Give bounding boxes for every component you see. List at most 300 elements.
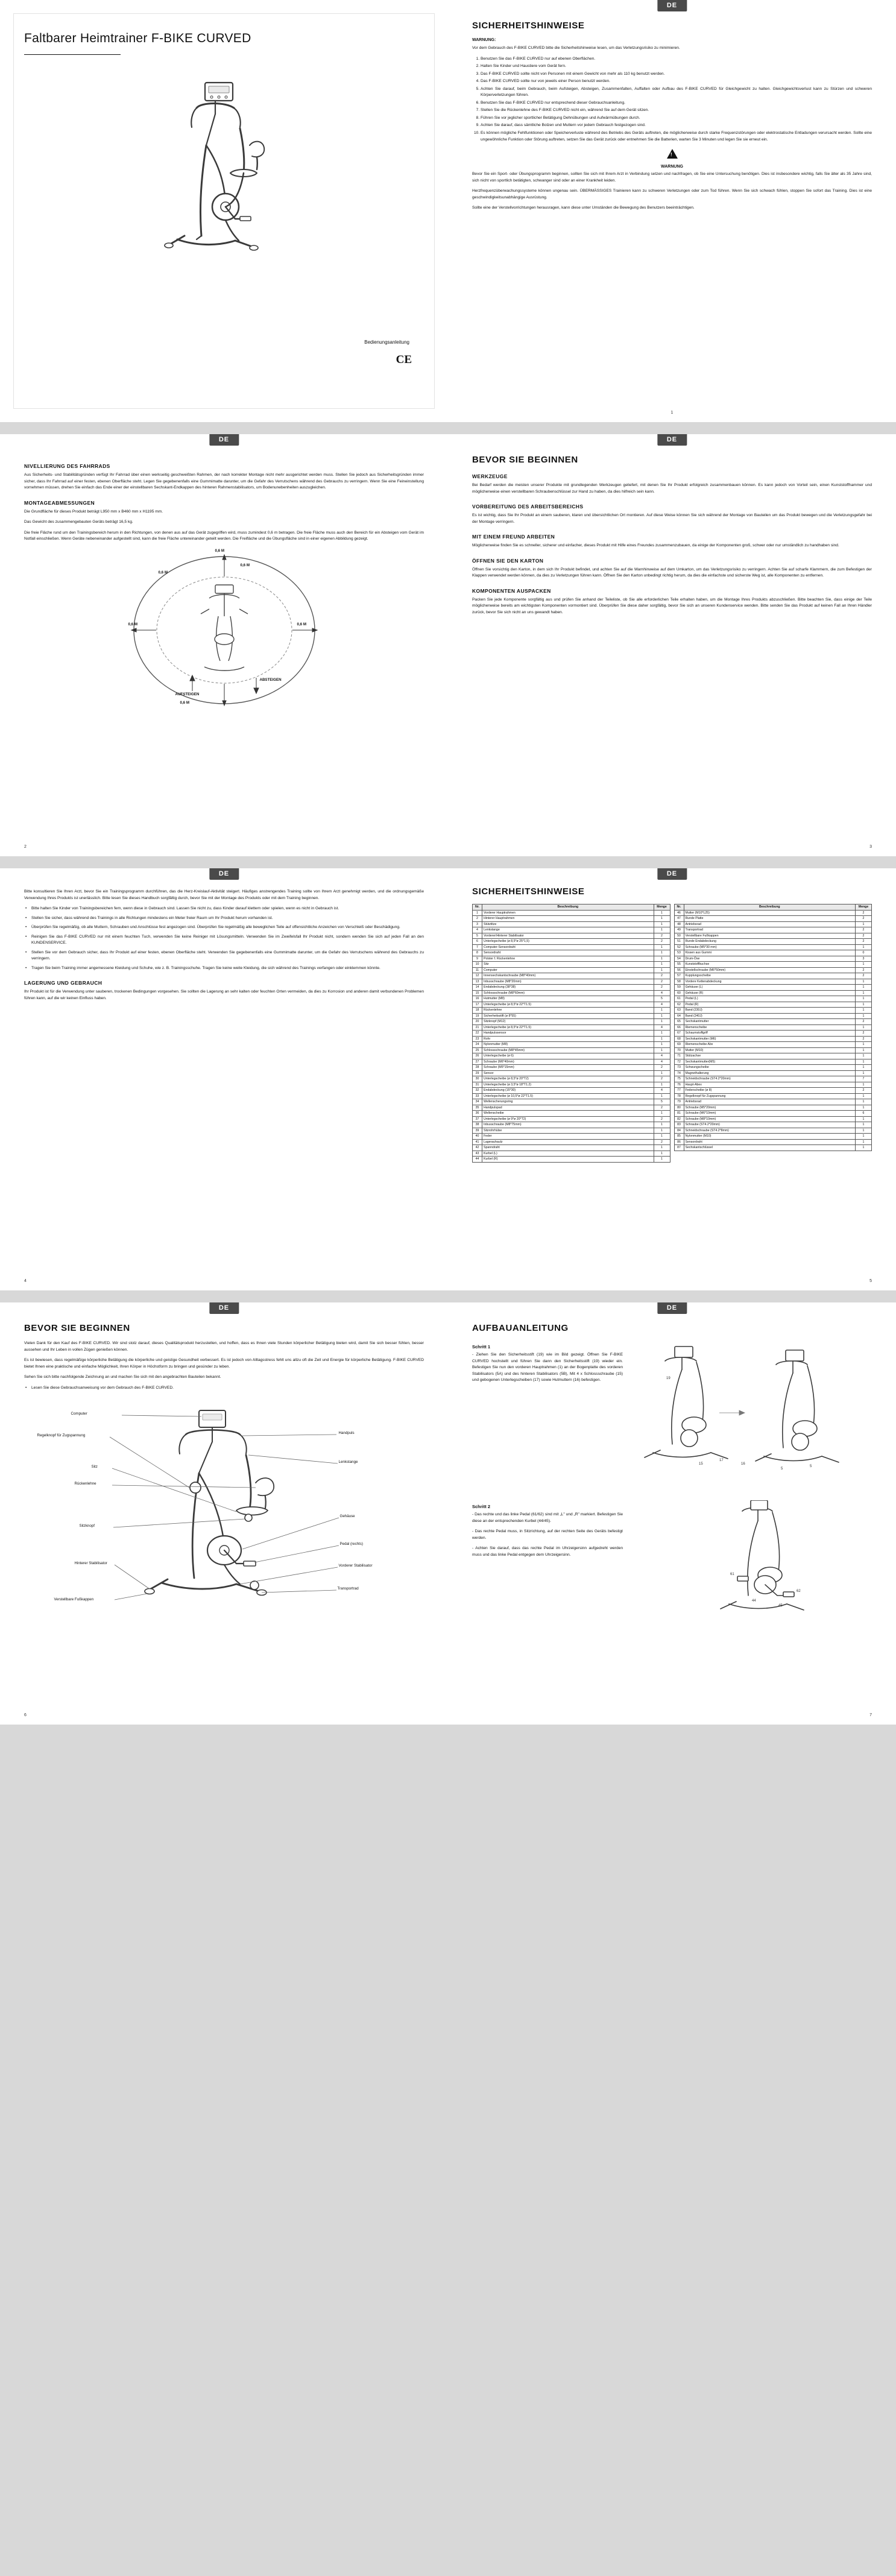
cell-description: Feder xyxy=(482,1134,654,1140)
svg-text:16: 16 xyxy=(741,1462,745,1466)
step1-title: Schritt 1 xyxy=(472,1344,491,1350)
cell-description: Vorderer Hauptrahmen xyxy=(482,910,654,916)
cell-quantity: 1 xyxy=(654,1082,670,1088)
cell-quantity: 2 xyxy=(856,933,872,939)
cell-nr: 53 xyxy=(674,950,684,956)
list-item: • Stellen Sie sicher, dass während des Trainings in alle Richtungen mindestens ein Meter freier Raum um Ihr Produkt herum vorhanden ist. xyxy=(31,915,424,922)
cell-description: Riemenscheibe Abx xyxy=(684,1042,856,1048)
page-number: 1 xyxy=(670,411,674,415)
spread-4 xyxy=(0,1302,896,1725)
col-header-qty: Menge xyxy=(654,904,670,911)
table-row xyxy=(674,1076,872,1082)
list-item: 10. Es können mögliche Fehlfunktionen oder Speicherverluste während des Betriebs des Geräts auftreten, die möglicherweise durch starke Frequenzstörungen oder elektrostatische Entladungen verursacht werden. Sollte eine ungewöhnliche Funktion oder Störung auftreten, setzen Sie das Gerät zurück oder entnehmen Sie die Batterien, warten Sie 3 Minuten und legen Sie sie erneut ein. xyxy=(481,130,872,143)
cell-quantity: 1 xyxy=(856,1065,872,1071)
cell-nr: 50 xyxy=(674,933,684,939)
cell-nr: 25 xyxy=(473,1047,482,1053)
parts-overview-svg xyxy=(37,1397,411,1614)
svg-text:5: 5 xyxy=(810,1465,812,1468)
col-header-desc: Beschreibung xyxy=(482,904,654,911)
list-item: 6. Benutzen Sie das F-BIKE CURVED nur entsprechend dieser Gebrauchsanleitung. xyxy=(481,100,872,107)
cell-nr: 20 xyxy=(473,1019,482,1025)
cell-nr: 81 xyxy=(674,1111,684,1117)
cell-nr: 49 xyxy=(674,927,684,933)
para-vorbereitung: Es ist wichtig, dass Sie Ihr Produkt an einem sauberen, klaren und übersichtlichen Ort montieren. Auf diese Weise können Sie sich während der Montage von Bauteilen um das Produkt bewegen und die Verletzungsgefahr bei der Montage verringern. xyxy=(472,513,872,524)
cell-nr: 84 xyxy=(674,1128,684,1134)
page-cover xyxy=(0,0,448,422)
cell-description: Nylonmutter (M10) xyxy=(684,1134,856,1140)
cell-quantity: 2 xyxy=(856,916,872,922)
cell-quantity: 1 xyxy=(654,1151,670,1157)
dim-bottom-label: 0,6 M xyxy=(180,700,189,705)
svg-text:62: 62 xyxy=(797,1589,801,1593)
cell-quantity: 1 xyxy=(654,916,670,922)
cell-nr: 74 xyxy=(674,1070,684,1076)
cell-nr: 46 xyxy=(674,910,684,916)
cell-description: Mutter (M10) xyxy=(684,1047,856,1053)
cell-description: Vorderer/Hinterer Stabilisator xyxy=(482,933,654,939)
cell-description: Schraube (M5*20mm) xyxy=(684,1105,856,1111)
cell-description: Stützachse xyxy=(684,1053,856,1059)
cell-quantity: 1 xyxy=(856,1042,872,1048)
cell-nr: 13 xyxy=(473,979,482,985)
warning2-label: WARNUNG xyxy=(661,165,683,169)
cell-quantity: 2 xyxy=(856,973,872,979)
cell-quantity: 2 xyxy=(654,979,670,985)
cell-quantity: 2 xyxy=(856,1019,872,1025)
cell-nr: 32 xyxy=(473,1088,482,1094)
table-row xyxy=(473,990,670,996)
cell-description: Sensordraht xyxy=(482,950,654,956)
step2-text1: - Das rechte und das linke Pedal (61/62) sind mit „L" und „R" markiert. Befestigen Sie diese an der entsprechenden Kurbel (44/45). xyxy=(472,1512,623,1523)
table-row xyxy=(473,1157,670,1163)
cell-nr: 82 xyxy=(674,1116,684,1122)
cell-description: Gehäuse (R) xyxy=(684,990,856,996)
cell-description: Gehäuse (L) xyxy=(684,985,856,991)
cell-nr: 33 xyxy=(473,1093,482,1099)
table-row xyxy=(674,1099,872,1105)
table-row xyxy=(473,1093,670,1099)
cell-quantity: 1 xyxy=(856,1008,872,1014)
cell-description: Unterlegscheibe (ø 8,5*ø 22*T1.5) xyxy=(482,1002,654,1008)
cell-nr: 40 xyxy=(473,1134,482,1140)
cell-nr: 27 xyxy=(473,1059,482,1065)
cell-quantity: 4 xyxy=(654,1059,670,1065)
table-row xyxy=(473,921,670,927)
cell-nr: 24 xyxy=(473,1042,482,1048)
cell-quantity: 2 xyxy=(856,910,872,916)
cell-description: Sitzrohrhülse xyxy=(482,1128,654,1134)
heading-vorbereitung: VORBEREITUNG DES ARBEITSBEREICHS xyxy=(472,504,584,510)
cell-nr: 68 xyxy=(674,1036,684,1042)
cell-description: Sechskantmutter (M6) xyxy=(684,1036,856,1042)
table-row xyxy=(473,1059,670,1065)
cell-quantity: 2 xyxy=(654,933,670,939)
table-row xyxy=(674,910,872,916)
cell-quantity: 2 xyxy=(654,939,670,945)
cell-description: Sensordraht xyxy=(684,1139,856,1145)
cell-description: Computer xyxy=(482,967,654,973)
cell-description: Transportrad xyxy=(684,927,856,933)
page6-para1: Vielen Dank für den Kauf des F-BIKE CURVED. Wir sind stolz darauf, dieses Qualitätsprodukt herzustellen, und hoffen, dass es Ihnen viele Stunden körperlicher Betätigung bieten wird, damit Sie sich besser fühlen, besser aussehen und Ihr Leben in vollen Zügen genießen können. xyxy=(24,1341,424,1352)
cell-quantity: 1 xyxy=(856,1024,872,1031)
cell-nr: 17 xyxy=(473,1002,482,1008)
cell-description: Unterlegscheibe (ø 8,5*ø 25*1,5) xyxy=(482,939,654,945)
cell-description: Sicherheitsstift (ø 8*55) xyxy=(482,1013,654,1019)
cell-nr: 87 xyxy=(674,1145,684,1151)
table-row xyxy=(674,1036,872,1042)
spread-cover xyxy=(0,0,896,422)
table-row xyxy=(674,916,872,922)
page-number: 6 xyxy=(24,1713,27,1717)
cell-description: Sitz xyxy=(482,962,654,968)
cell-quantity: 1 xyxy=(856,996,872,1002)
cell-quantity: 2 xyxy=(856,1031,872,1037)
cell-nr: 29 xyxy=(473,1070,482,1076)
table-row xyxy=(473,1047,670,1053)
page6-para2: Es ist bewiesen, dass regelmäßige körperliche Betätigung die körperliche und geistige Gesundheit verbessert. Es ist jedoch von Alltagsstress fehlt uns allzu oft die Zeit und Energie für körperliche Betätigung. F-BIKE CURVED bietet Ihnen eine praktische und einfache Möglichkeit, Ihren Körper in Höchstform zu bringen und gesünder zu leben. xyxy=(24,1358,424,1369)
cell-nr: 77 xyxy=(674,1088,684,1094)
table-row xyxy=(473,939,670,945)
label-sitz: Sitz xyxy=(91,1465,98,1470)
cell-description: Band (230J) xyxy=(684,1008,856,1014)
cell-quantity: 1 xyxy=(856,1082,872,1088)
cell-nr: 8 xyxy=(473,950,482,956)
cell-nr: 54 xyxy=(674,956,684,962)
cell-description: Sechskantmutter(M5) xyxy=(684,1059,856,1065)
cell-nr: 43 xyxy=(473,1151,482,1157)
list-item: • Lesen Sie diese Gebrauchsanweisung vor dem Gebrauch des F-BIKE CURVED. xyxy=(31,1385,424,1392)
heading-werkzeuge: WERKZEUGE xyxy=(472,473,508,479)
table-row xyxy=(473,1019,670,1025)
para-komponenten: Packen Sie jede Komponente sorgfältig aus und prüfen Sie anhand der Teileliste, ob Sie alle erforderlichen Teile erhalten haben, um die Montage Ihres Produkts abzuschließen. Bitte beachten Sie, dass einige der Teile möglicherweise bereits am wichtigsten Komponenten vormontiert sind. Überprüfen Sie diese daher sorgfältig, bevor Sie sich an unseren Kundenservice wenden. Bitte senden Sie das Produkt auf keinen Fall an Ihren Händler zurück, bevor Sie sich nicht an uns gewandt haben. xyxy=(472,597,872,614)
col-header-nr: Nr. xyxy=(473,904,482,911)
language-tab: DE xyxy=(209,1302,239,1314)
cell-description: Schwungscheibe xyxy=(684,1065,856,1071)
cell-quantity: 2 xyxy=(654,1139,670,1145)
label-vorderer-stabilisator: Vorderer Stabilisator xyxy=(338,1564,373,1568)
cell-nr: 71 xyxy=(674,1053,684,1059)
cell-quantity: 4 xyxy=(654,1024,670,1031)
manual-label: Bedienungsanleitung xyxy=(364,339,409,345)
cell-description: Sechskantmutter xyxy=(684,1019,856,1025)
table-row xyxy=(473,962,670,968)
list-item: • Tragen Sie beim Training immer angemessene Kleidung und Schuhe, wie z. B. Trainingsschuhe. Tragen Sie keine weite Kleidung, die sich während des Trainings verfangen oder einklemmen könnte. xyxy=(31,965,424,972)
svg-text:45: 45 xyxy=(778,1604,783,1608)
table-row xyxy=(674,1053,872,1059)
table-row xyxy=(674,956,872,962)
svg-text:17: 17 xyxy=(719,1459,724,1462)
para-nivellierung: Aus Sicherheits- und Stabilitätsgründen verfügt Ihr Fahrrad über einen werkseitig geschweißten Rahmen, der nach korrekter Montage nicht mehr ausgerichtet werden muss. Stellen Sie jedoch aus Sicherheitsgründen immer sicher, dass Ihr Fahrrad auf einer festen, ebenen Oberfläche steht. Legen Sie gegebenenfalls eine Gummimatte darunter, um die Gefahr des Verrutschens während des Gebrauchs zu verringern. Wenn Sie eine Feineinstellung vornehmen müssen, drehen Sie einfach das Ende einer der einstellbaren Sechskant-Endkappen des hinteren Rahmenstabilisators, um Bodenunebenheiten auszugleichen. xyxy=(24,473,424,490)
cell-description: Handpulssensor xyxy=(482,1031,654,1037)
para-mass-1: Die Grundfläche für dieses Produkt beträgt L950 mm x B460 mm x H1195 mm. xyxy=(24,509,163,514)
warning-triangle-icon xyxy=(667,149,678,159)
cell-quantity: 4 xyxy=(654,1002,670,1008)
cell-description: Regelknopf für Zugspannung xyxy=(684,1093,856,1099)
cell-nr: 30 xyxy=(473,1076,482,1082)
cell-nr: 14 xyxy=(473,985,482,991)
cell-nr: 4 xyxy=(473,927,482,933)
cell-nr: 80 xyxy=(674,1105,684,1111)
page7-heading: AUFBAUANLEITUNG xyxy=(472,1323,569,1333)
cell-nr: 62 xyxy=(674,1002,684,1008)
cell-quantity: 1 xyxy=(856,1139,872,1145)
svg-text:19: 19 xyxy=(666,1377,670,1380)
table-row xyxy=(674,1116,872,1122)
cell-description: Mutter (M10*L25) xyxy=(684,910,856,916)
list-item: 8. Führen Sie vor jeglicher sportlicher Betätigung Dehnübungen und Aufwärmübungen durch. xyxy=(481,115,872,122)
cell-description: Schraube (M5*30 mm) xyxy=(684,944,856,950)
table-row xyxy=(473,1002,670,1008)
cell-description: Einstellschraube (M6*50mm) xyxy=(684,967,856,973)
table-row xyxy=(674,1013,872,1019)
table-row xyxy=(473,950,670,956)
dim-inner-tl-label: 0,6 M xyxy=(240,563,250,567)
cell-description: Hutmutter (M8) xyxy=(482,996,654,1002)
label-sitzknopf: Sitzknopf xyxy=(79,1524,95,1529)
page1-para1: Herzfrequenzüberwachungssysteme können ungenau sein. ÜBERMÄSSIGES Trainieren kann zu schweren Verletzungen oder zum Tod führen. Wenn Sie sich schwach fühlen, stoppen Sie sofort das Training. Dies ist eine geschwindigkeitsunabhängige Ausrüstung. xyxy=(472,189,872,200)
cell-nr: 75 xyxy=(674,1076,684,1082)
table-row xyxy=(473,1116,670,1122)
dim-inner-bl-label: 0,6 M xyxy=(158,570,168,575)
cell-quantity: 2 xyxy=(856,1036,872,1042)
table-row xyxy=(473,956,670,962)
cell-quantity: 1 xyxy=(856,1093,872,1099)
table-row xyxy=(473,1013,670,1019)
table-row xyxy=(473,1031,670,1037)
table-row xyxy=(674,939,872,945)
cell-nr: 69 xyxy=(674,1042,684,1048)
cell-nr: 57 xyxy=(674,973,684,979)
cell-quantity: 2 xyxy=(654,1065,670,1071)
cell-description: Unterlegscheibe (ø 8,5*ø 22*T1.5) xyxy=(482,1024,654,1031)
table-row xyxy=(674,990,872,996)
svg-text:61: 61 xyxy=(730,1573,734,1576)
cell-nr: 35 xyxy=(473,1105,482,1111)
table-row xyxy=(674,1134,872,1140)
heading-freund: MIT EINEM FREUND ARBEITEN xyxy=(472,534,555,540)
label-pedal: Pedal (rechts) xyxy=(339,1542,364,1547)
list-item: • Überprüfen Sie regelmäßig, ob alle Muttern, Schrauben und Anschlüsse fest angezogen sind. Überprüfen Sie regelmäßig alle beweglichen Teile auf offensichtliche Anzeichen von Verschleiß oder Beschädigung. xyxy=(31,924,424,931)
table-row xyxy=(473,1065,670,1071)
cell-nr: 7 xyxy=(473,944,482,950)
parts-overview-diagram xyxy=(37,1397,411,1614)
table-row xyxy=(674,1139,872,1145)
cell-quantity: 2 xyxy=(654,1105,670,1111)
language-tab: DE xyxy=(657,434,687,446)
cell-description: Schneidschraube (ST4.2*20mm) xyxy=(684,1076,856,1082)
cell-description: Sensor xyxy=(482,1070,654,1076)
cell-description: Polster f. Rückenlehne xyxy=(482,956,654,962)
page-7 xyxy=(448,1302,896,1725)
cell-description: Sechskantschlüssel xyxy=(684,1145,856,1151)
warning-intro: Vor dem Gebrauch des F-BIKE CURVED bitte die Sicherheitshinweise lesen, um das Verletzungsrisiko zu minimieren. xyxy=(472,46,680,50)
label-transportrad: Transportrad xyxy=(337,1586,359,1591)
cell-quantity: 2 xyxy=(654,1076,670,1082)
cell-quantity: 1 xyxy=(654,1070,670,1076)
language-tab: DE xyxy=(209,868,239,880)
cell-nr: 28 xyxy=(473,1065,482,1071)
page4-intro: Bitte konsultieren Sie Ihren Arzt, bevor Sie ein Trainingsprogramm durchführen, das die Herz-Kreislauf-Aktivität steigert. Häufiges anstrengendes Training sollte von Ihrem Arzt genehmigt werden, und die ordnungsgemäße Verwendung Ihres Produkts ist unerlässlich. Bitte lesen Sie dieses Handbuch sorgfältig durch, bevor Sie mit der Montage des Produkts oder mit dem Training beginnen. xyxy=(24,889,424,900)
cell-quantity: 1 xyxy=(654,1128,670,1134)
table-row xyxy=(674,1065,872,1071)
table-row xyxy=(473,1070,670,1076)
table-row xyxy=(674,996,872,1002)
warning2-text: Bevor Sie ein Sport- oder Übungsprogramm beginnen, sollten Sie sich mit Ihrem Arzt in Verbindung setzen und nachfragen, ob Sie eine Untersuchung benötigen. Dies ist insbesondere wichtig, falls Sie älter als 35 Jahre sind, sich nicht von sportlich betätigten, schwanger sind oder an einer Krankheit leiden. xyxy=(472,172,872,183)
cell-description: Schraube (M5*15mm) xyxy=(482,1065,654,1071)
cell-description: Pedal (L) xyxy=(684,996,856,1002)
table-row xyxy=(473,910,670,916)
heading-nivellierung: NIVELLIERUNG DES FAHRRADS xyxy=(24,463,110,469)
cell-quantity: 4 xyxy=(654,1088,670,1094)
cell-description: Schraube (M8*10mm) xyxy=(684,1116,856,1122)
cell-quantity: 1 xyxy=(654,921,670,927)
cell-description: Endabdeckung (15*30) xyxy=(482,1088,654,1094)
page-5 xyxy=(448,868,896,1290)
cell-nr: 64 xyxy=(674,1013,684,1019)
page6-heading: BEVOR SIE BEGINNEN xyxy=(24,1323,130,1333)
cell-nr: 21 xyxy=(473,1024,482,1031)
cell-quantity: 1 xyxy=(856,1122,872,1128)
cell-nr: 6 xyxy=(473,939,482,945)
cell-quantity: 1 xyxy=(856,1105,872,1111)
label-absteigen: ABSTEIGEN xyxy=(259,677,282,682)
cell-description: Inbusschraube (M8*20mm) xyxy=(482,979,654,985)
table-row xyxy=(473,985,670,991)
cell-quantity: 1 xyxy=(654,1042,670,1048)
cell-nr: 31 xyxy=(473,1082,482,1088)
cell-nr: 16 xyxy=(473,996,482,1002)
list-item: • Stellen Sie vor dem Gebrauch sicher, dass Ihr Produkt auf einer festen, ebenen Oberfläche steht. Verwenden Sie gegebenenfalls eine Gummimatte darunter, um die Gefahr des Verrutschens während des Gebrauchs zu verringern. xyxy=(31,950,424,962)
list-item: 4. Das F-BIKE CURVED sollte nur von jeweils einer Person benutzt werden. xyxy=(481,78,872,85)
cell-quantity: 1 xyxy=(654,1093,670,1099)
cell-nr: 55 xyxy=(674,962,684,968)
label-rueckenlehne: Rückenlehne xyxy=(74,1482,96,1486)
cell-quantity: 1 xyxy=(654,1047,670,1053)
cell-description: Kurbel (R) xyxy=(482,1157,654,1163)
table-row xyxy=(674,1088,872,1094)
para-karton: Öffnen Sie vorsichtig den Karton, in dem sich Ihr Produkt befindet, und achten Sie auf die Warnhinweise auf dem Umkarton, um das Verletzungsrisiko zu verringern. Achten Sie auf scharfe Klammern, die zum Befestigen der Klappen verwendet werden können, da dies zu Verletzungen führen kann. Öffnen Sie den Karton unbedingt richtig herum, da dies die einfachste und sicherste Weg ist, alle Komponenten zu entfernen. xyxy=(472,567,872,578)
table-row xyxy=(473,1042,670,1048)
cell-description: Schraube (M6*10mm) xyxy=(684,1111,856,1117)
cell-quantity: 1 xyxy=(654,962,670,968)
cell-nr: 38 xyxy=(473,1122,482,1128)
cell-description: Schraube (M6*40mm) xyxy=(482,1059,654,1065)
page-6 xyxy=(0,1302,448,1725)
table-row xyxy=(674,985,872,991)
step1-text: - Ziehen Sie den Sicherheitsstift (19) wie im Bild gezeigt. Öffnen Sie F-BIKE CURVED hochstellt und führen Sie dann den Sicherheitsstift (19) wieder ein. Befestigen Sie nun den vorderen Hauptrahmen (1) an der Bogenplatte des vorderen Stabilisators (5A) und des hinteren Stabilisators (5B), Mit 4 x Schlossschraube (15) und gebogenen Unterlegscheiben (17) sowie Hutmuttern (16) befestigen. xyxy=(472,1353,623,1383)
page-number: 2 xyxy=(24,845,27,849)
heading-montageabmessungen: MONTAGEABMESSUNGEN xyxy=(24,499,95,506)
para-lagerung: Ihr Produkt ist für die Verwendung unter sauberen, trockenen Bedingungen vorgesehen. Sie sollten die Lagerung an sehr kalten oder feuchten Orten vermeiden, da dies zu Korrosion und anderen damit verbundenen Problemen führen kann, auf die wir keinen Einfluss haben. xyxy=(24,990,424,1001)
list-item: 3. Das F-BIKE CURVED sollte nicht von Personen mit einem Gewicht von mehr als 110 kg benutzt werden. xyxy=(481,71,872,78)
cell-description: Handpulspad xyxy=(482,1105,654,1111)
cell-quantity: 1 xyxy=(856,1013,872,1019)
cell-nr: 66 xyxy=(674,1024,684,1031)
page-number: 5 xyxy=(869,1279,872,1283)
cell-quantity: 2 xyxy=(856,939,872,945)
cell-quantity: 0 xyxy=(856,950,872,956)
cell-nr: 5 xyxy=(473,933,482,939)
cell-quantity: 1 xyxy=(856,1099,872,1105)
table-row xyxy=(674,1082,872,1088)
cell-nr: 19 xyxy=(473,1013,482,1019)
cell-description: Antriebsrad xyxy=(684,1099,856,1105)
parts-table-left-body xyxy=(473,910,670,1162)
page-number: 3 xyxy=(869,845,872,849)
cell-nr: 58 xyxy=(674,979,684,985)
cell-nr: 18 xyxy=(473,1008,482,1014)
table-row xyxy=(473,1111,670,1117)
cell-description: Unterlegscheibe (ø 6) xyxy=(482,1053,654,1059)
cell-quantity: 1 xyxy=(654,1019,670,1025)
cell-quantity: 1 xyxy=(654,910,670,916)
cell-description: Haupt-Abex xyxy=(684,1082,856,1088)
step2-block xyxy=(472,1500,872,1624)
page1-para2: Sollte eine der Verstellvorrichtungen herausragen, kann diese unter Umständen die Bewegung des Benutzers beeinträchtigen. xyxy=(472,206,695,210)
table-row xyxy=(674,950,872,956)
cell-nr: 72 xyxy=(674,1059,684,1065)
table-row xyxy=(473,1008,670,1014)
cell-nr: 26 xyxy=(473,1053,482,1059)
cell-nr: 36 xyxy=(473,1111,482,1117)
cell-description: Runde Platte xyxy=(684,916,856,922)
page-3 xyxy=(448,434,896,856)
page-2 xyxy=(0,434,448,856)
table-row xyxy=(473,1088,670,1094)
cell-quantity: 1 xyxy=(856,1002,872,1008)
cell-description: Wellenscherungsring xyxy=(482,1099,654,1105)
cell-description: Pedal (R) xyxy=(684,1002,856,1008)
cell-nr: 52 xyxy=(674,944,684,950)
cell-description: Vordere Kettenabdeckung xyxy=(684,979,856,985)
table-row xyxy=(674,1019,872,1025)
cell-quantity: 1 xyxy=(856,979,872,985)
page4-bullets xyxy=(24,906,424,971)
table-row xyxy=(674,927,872,933)
language-tab: DE xyxy=(209,434,239,446)
language-tab: DE xyxy=(657,0,687,11)
cell-description: Lagerauhaulz xyxy=(482,1139,654,1145)
table-row xyxy=(674,1128,872,1134)
svg-text:5: 5 xyxy=(781,1467,783,1471)
cell-quantity: 2 xyxy=(654,1116,670,1122)
cell-quantity: 4 xyxy=(654,990,670,996)
page1-heading: SICHERHEITSHINWEISE xyxy=(472,21,585,31)
table-row xyxy=(674,967,872,973)
cell-description: Kupplungsscheibe xyxy=(684,973,856,979)
parts-table-left xyxy=(472,904,670,1163)
col-header-qty: Menge xyxy=(856,904,872,911)
table-row xyxy=(473,1105,670,1111)
cell-quantity: 1 xyxy=(856,1116,872,1122)
cell-nr: 10 xyxy=(473,962,482,968)
cell-description: Rohr xyxy=(482,1036,654,1042)
cell-description: Unterlegscheibe (ø 9*ø 20*T2) xyxy=(482,1116,654,1122)
table-row xyxy=(473,1128,670,1134)
cell-nr: 34 xyxy=(473,1099,482,1105)
clearance-diagram xyxy=(125,549,324,712)
cell-description: Schlossschraube (M8*60mm) xyxy=(482,990,654,996)
cell-description: Endabdeckung (38*38) xyxy=(482,985,654,991)
cell-quantity: 1 xyxy=(856,1145,872,1151)
cell-description: Verstellbare Fußkappen xyxy=(684,933,856,939)
table-row xyxy=(674,933,872,939)
page-4 xyxy=(0,868,448,1290)
cell-quantity: 1 xyxy=(654,1013,670,1019)
page6-bullets xyxy=(24,1385,424,1392)
table-row xyxy=(674,1042,872,1048)
cell-description: Federscheibe (ø 8) xyxy=(684,1088,856,1094)
